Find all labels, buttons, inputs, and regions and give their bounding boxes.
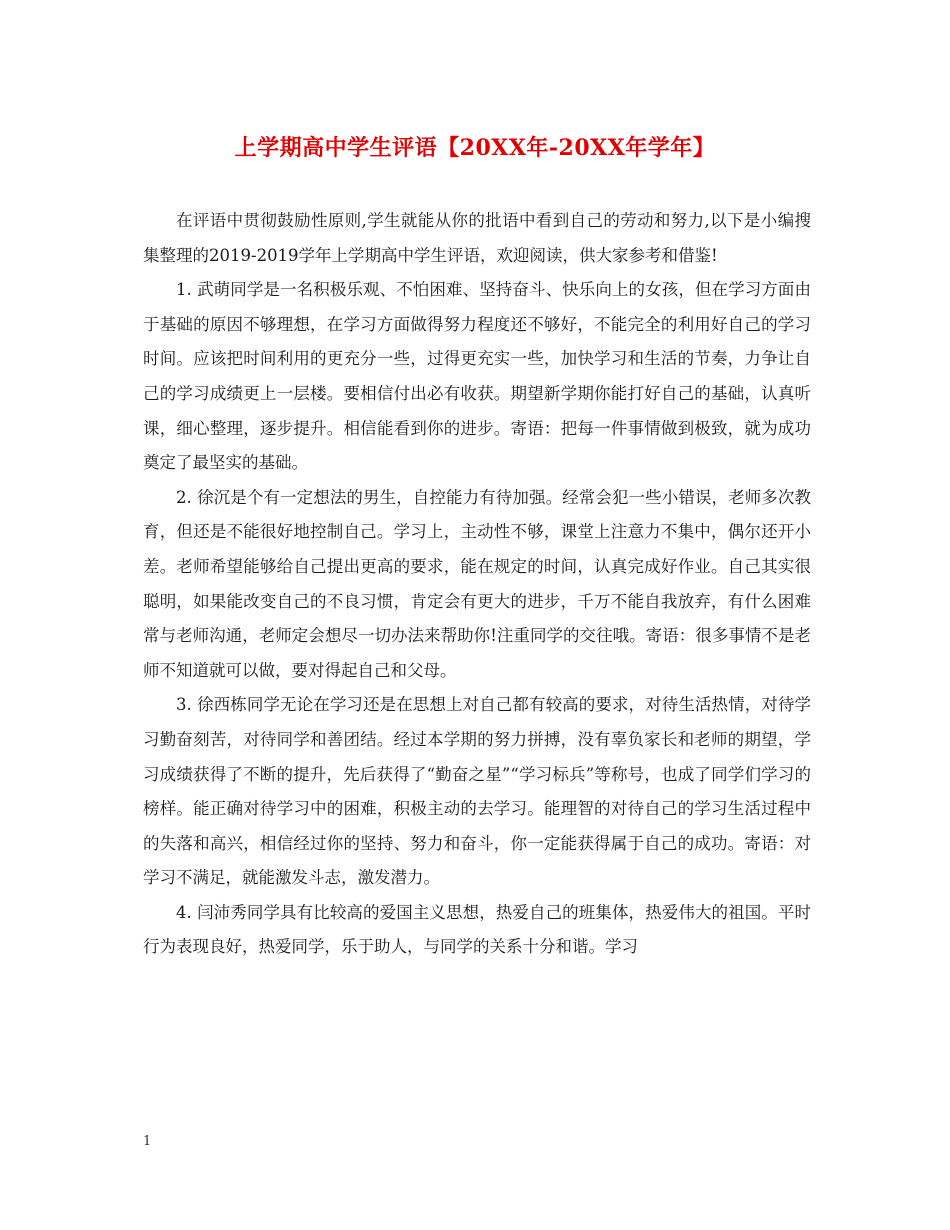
- document-body: [143, 204, 811, 965]
- comment-paragraph-3: 3. 徐西栋同学无论在学习还是在思想上对自己都有较高的要求，对待生活热情，对待学习勤奋刻苦，对待同学和善团结。经过本学期的努力拼搏，没有辜负家长和老师的期望，学习成绩获得了不断的提升，先后获得了“勤奋之星”“学习标兵”等称号，也成了同学们学习的榜样。能正确对待学习中的困难，积极主动的去学习。能理智的对待自己的学习生活过程中的失落和高兴，相信经过你的坚持、努力和奋斗，你一定能获得属于自己的成功。寄语：对学习不满足，就能激发斗志，激发潜力。: [143, 695, 811, 888]
- comment-paragraph-1: 1. 武萌同学是一名积极乐观、不怕困难、坚持奋斗、快乐向上的女孩，但在学习方面由于基础的原因不够理想，在学习方面做得努力程度还不够好，不能完全的利用好自己的学习时间。应该把时间利用的更充分一些，过得更充实一些，加快学习和生活的节奏，力争让自己的学习成绩更上一层楼。要相信付出必有收获。期望新学期你能打好自己的基础，认真听课，细心整理，逐步提升。相信能看到你的进步。寄语：把每一件事情做到极致，就为成功奠定了最坚实的基础。: [143, 280, 811, 473]
- comment-paragraph-2: 2. 徐沉是个有一定想法的男生，自控能力有待加强。经常会犯一些小错误，老师多次教育，但还是不能很好地控制自己。学习上，主动性不够，课堂上注意力不集中，偶尔还开小差。老师希望能够给自己提出更高的要求，能在规定的时间，认真完成好作业。自己其实很聪明，如果能改变自己的不良习惯，肯定会有更大的进步，千万不能自我放弃，有什么困难常与老师沟通，老师定会想尽一切办法来帮助你!注重同学的交往哦。寄语：很多事情不是老师不知道就可以做，要对得起自己和父母。: [143, 487, 811, 680]
- document-title: 上学期高中学生评语【20XX年-20XX年学年】: [234, 135, 716, 161]
- page-number: 1: [143, 1134, 152, 1149]
- intro-paragraph: 在评语中贯彻鼓励性原则,学生就能从你的批语中看到自己的劳动和努力,以下是小编搜集整理的2019-2019学年上学期高中学生评语，欢迎阅读，供大家参考和借鉴!: [143, 211, 811, 265]
- comment-paragraph-4: 4. 闫沛秀同学具有比较高的爱国主义思想，热爱自己的班集体，热爱伟大的祖国。平时行为表现良好，热爱同学，乐于助人，与同学的关系十分和谐。学习: [143, 902, 811, 957]
